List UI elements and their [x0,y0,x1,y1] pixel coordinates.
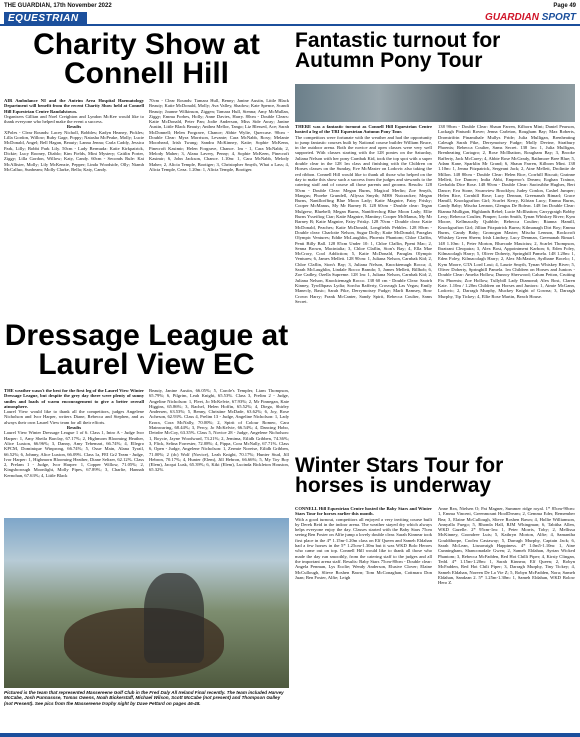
dressage-column-2 [149,388,289,516]
article-photo [295,84,575,122]
fantastic-lead: THERE was a fantastic turnout as Connell Hill Equestrian Centre hosted a leg of the TRI Equestrian Autumn Pony Tour. [295,124,432,135]
logo-guardian: GUARDIAN [485,12,539,23]
dressage-intro: Laurel View would like to thank all the competitors, judges Angelene Nicholson and Ivor Harper, writers Diane, Rebecca and Stephen, and as always their own Laurel View team for all their efforts. [4,409,144,425]
fantastic-column-1 [295,124,432,449]
newspaper-date: THE GUARDIAN, 17th November 2022 [4,3,112,9]
dressage-column-1 [4,388,144,516]
dressage-results-2: Beauty, Janine Austin, 66.05%; 5, Carole's Templer, Liam Thompson, 65.79%; 6, Pilgrim, Leah Knight, 65.53%. Class 3, Prelim 2 - Judge, Angeline Nicholson: 1, Fleet, Jo McKelvie, 67.93%; 2, Mr Finnegan, Kate Higgins, 65.86%; 3, Rachel, Helen Hoffin, 65.52%; 4, Diego, Shirley Andersen, 63.53%; 5, Benny, Christine McDade, 63.62%; 6, Joy, Rose Acheson, 62.93%. Class 4, Prelim 13 - Judge, Angeline Nicholson: 1, Lady Ezora, Cora McNally, 70.00%; 2, Spirit of Colour Romeo, Cara Mainwaring, 68.44%; 3, Percy, Jo McKelvie, 66.54%; 4, Dancing Hobo, Deirdre McCoy, 63.35%. Class 5, Novice 28 - Judge, Angelene Nicholson: 1, Boycie, Jayne Woodward, 73.21%; 2, Jemima, Eilidh Gribben, 74.36%; 3, Flick, Selina Forrester, 72.08%; 4, Pippa, Cora McNally, 67.71%. Class 6, Open - Judge, Angelene Nicholson: 1, Zermie Noreise, Eilidh Gribben, 71.00%; 2 (dc) Wolf (Novice), Leah Knight, 70.17%; Hunter Stud, Jill Hebron, 70.17%; 4, Hunter (Elem), Jill Hebron, 66.66%; 5, My Toy Boy (Elem), Jacqui Lusk, 65.39%; 6, Kiki (Elem), Lucinda Bickleton Houston, 65.32%. [149,388,289,473]
photo-caption: Pictured is the team that represented Massereene Golf Club in the Fred Daly All Ireland Final recently. The team included Harvey McCabe, Josh Punnassse, Tomas Owens, Noah Bickerstaff, Michael Wilson, Scott McCabe (not present) and Thompson Galley (not Present). See pics from the Massereene trophy night by Dave Pettard on pages 46-48. [4,690,284,706]
dressage-headline: Dressage League at Laurel View EC [4,319,289,381]
charity-headline: Charity Show at Connell Hill [33,28,260,90]
page-header [4,2,576,12]
charity-column-2 [149,98,289,320]
winter-column-1 [295,506,432,731]
winter-lead: CONNELL Hill Equestrian Centre hosted the Baby Stars and Winter Stars Tour for horses earlier this month. [295,506,432,517]
logo-sport: SPORT [541,12,576,23]
dressage-results-heading: Results [66,425,82,431]
winter-body: With a good turnout, competitors all enjoyed a very inviting course built by Derek Reid in the indoor arena. The weather stayed dry which always helps everyone enjoy the day. Classes started with the Baby Stars 75cm seeing Ben Foster on Alfie jump a lovely double clear. Sarah Kinnear took first place in the 4* 1.15m-1.20m class on Elf Queen and Sameh Eldahan had a few horses in the 5* 1.25cm-1.30m but it was WKD Bolo Heroes who came out on top. Connell Hill would like to thank all those who made the day run smoothly, from the catering staff to the judges and all the important arena staff. Results: Baby Stars 75cm-80cm - Double clear: Angela Penman, Lys Ecolie; Wendy Anderson, Elusive Clover; Elaine McCullough, Slieve Roshen Bawn; Tom McConaghan, Cottmara Don Juan; Ben Foster, Alfie; Leigh [295,516,432,580]
charity-lead: AIR Ambulance NI and the Antrim Area Hospital Haematology Department will benefit from the recent Charity Show held at Connell Hill Equestrian Centre Randalstown. [4,98,144,114]
winter-results: Anne Rea, Nielsen O; Pat Magner, Summer ridge royal. 1* 85cm-90cm: 1, Emma Vincent, Greenmount HoolDream; 2, Gemma Eder, Remember Bea; 3, Elaine McCullough, Slieve Roshen Bawn; 4, Hollie Williamson, Annyalla Fuego; 5, Rhonda Hall, RJM Whingman; 6, Tabitha Allen, WKD Gazelle. 2* 95cm-1m: 1, Peter Morris, Toby; 2, Mellissa McKinney, Goondree Luis; 5, Kathryn Morton, Alfie; 4, Samantha Gouldthorpe, Coolea Castaway; 5, Darragh Murphy, Captain Jack; 6, Sarah McLean, Lisnavaigh Happiness. 4* 1.0m5-1.10m: 1, Aine Cunningham, Shanconadale Gwen; 2, Sameh Eldahan, Ayrtan Wicked Phantom; 3, Rebecca McFadden, Red Hot Chilli Piper; 4, Kirsty Clingan, Tedd. 4* 1.15m-1.20m: 1, Sarah Kinnear, Elf Queen; 2, Robyn McFadden, Red Hot Chili Piper; 3, Darragh Murphy, Tiny Tickey; 4, Sameh Eldahan, Noreen De La Vie Z; 5, Robyn McFadden, Nora; Sameh Eldahan, Sandzan 2. 5* 1.25m-1.30m: 1, Sameh Eldahan, WKD Bolow Hero Z. [438,506,575,586]
charity-results-2: 70cm - Clear Rounds: Tamara Hull, Benny; Janine Austin, Little Black Beauty; Katie McDonald, Molly; Ava Valley, Shadow; Kate Spence, Scandi Beauty; Joanne Wilkinson, Ziggen; Tamara Hull, Sienna; Amy McMullan, Ziggy; Emma Forbes, Holly; Anne Davies, Harry. 80cm - Double Clears: Katie McDonald, Peter Pan; Jodie Anderson, Miss Side Away; Janine Austin, Little Black Beauty; Anthea Mellor, Tango; Liz Blessed, Ace; Sarah McDonnell; Helen Forgrave, Chance; Abbie Wylie, Quercase. 90cm - Double Clear: Myra Morrison, Levante; Cara McNabb, Roxy; Melanie Moorhead, Irish Twang; Sandra McKinney, Katie; Sophie McKenn, Pinecroft Kasimir; Helen Forgrave, Chance. 1m - 1, Cara McNabb; 2, Melody Maher; 3, Alana Lavery, Penny; 4, Sophie McKeen, Pinecroft Kasimir; 6, John Jackson, Chance. 1.10m: 1, Cara McNabb, Melody Maher; 2, Alicia Temple, Bootiger; 3, Christopher Smyth, What a Lass; 4, Alicia Temple, Ceza. 1.20m: 1, Alicia Temple, Bootiger. [149,98,289,172]
guardian-sport-logo [485,12,576,24]
winter-column-2 [438,506,575,731]
section-label: EQUESTRIAN [4,12,87,24]
page-number: Page 49 [553,3,576,9]
dressage-results-1: Laurel View Winter Dressage League 1 of 6. Class 1, Intro A - Judge Ivor Harper: 1, Amy Sheila Barclay, 67.17%; 2, Highmorn Blooming Heather, Alice Luxton, 66.96%; 3, Danny, Amy Tebemari, 66.74%; 4, Ellegro KPCM, Dominique Winprong, 66.74%; 5, Osue Main, Alana Tyrail, 66.52%; 6, Johnny, Alice Luxton, 66.09%. Class 1a, FEI Gr2 Team - Judge, Ivor Harper: 1, Highmorn Blooming Heather, Diane Seltzer, 62.12%. Class 2, Prelam 1 - Judge, Ivor Harper: 1, Copper Willow, 71.05%; 2, Kingsborough Moonlight, Molly Pipes, 67.89%; 3, Charlie, Hannah Kernohan, 67.63%; 4, Little Black [4,430,144,478]
charity-results-heading: Results [66,124,82,130]
fantastic-column-2 [438,124,575,449]
photo-figure-2 [144,573,204,663]
winter-headline: Winter Stars Tour for horses is underway [295,454,504,497]
section-bar [0,12,580,26]
charity-results-1: XPoles - Clear Rounds: Lacey Nicholl, Bobbles; Kadyn Heaney, Pickles; Lilla Gordon, Willow; Ruby Gage, Poppy; Natasha McPeake, Molly; Lucie McDonald, Angel; Bell Hagan, Beauty; Lanna Jenna; Carla Caddy, Jessica Park, Lilly; Bobbi Park Lily. 50cm - Lady Bermuda: Katie Kirkpatrick, Dickie; Lucy Rooney, Diablo; Kim Fields, Mini Mystery; Caitlin Porter, Ziggy; Lilla Gordon, Willow; Katy, Candy. 60cm - Seconds Rule: Kai McAllister, Molly; Lily McKenzie, Pepper; Linda Woodside, Olly; Niamh McCalluo, Sunbeam; Molly Clarke, Bella; Katy, Candy. [4,129,144,172]
charity-column-1 [4,98,144,320]
fantastic-body: The competitors were fortunate with the weather and had the opportunity to jump fantastic courses built by National course builder William Bruce, in the outdoor arena. Both the novice and open classes were very well supported. With classes starting with the 128 ponies on the Saturday, Juliana Nelson with her pony Carnbak Kid, took the top spot with a super double clear in the 128 1m class and finishing with the Children on Horses classes on the Sunday, Eve McMaster on Lodovic also taking the red ribbon. Connell Hill would like to thank all those who helped on the day to make this show such a success from the judges and stewards to the catering staff and of course all those parents and grooms. Results: 128 50cm - Double Clear: Megan Burns, Magical Merlin; Zoe Smyth, Mangus; Phoebe Grundell, Allyssa Smyth; MHS Nutcracker; Megan Burns, Nantllorffing Blue Moon Lady; Katie Magnire, Fairy Frisky; Cooper McManus, My Mr Barney B. 128 60cm - Double clear: Tegan Mulgrew, Bluebell; Megan Burns, Nantffrechog Blue Moon Lady; Ellie Burns Ysseifiog Ctar; Katie Magnire, Mantiny; Cooper McManus, My Mr Barney B; Katie Magnire, Fairy Frisky. 128 70cm - Double clear: Katie McDonald, Peaches; Katie McDonald, Longfields Pebbles. 128 80cm - Double clear: Charlotte Nelson, Sugar Dolly; Katie McDonald, Paraglas Olympic Ventures; Eddie McLaughlin, Phoenix Phantom; Chloe Claffin, Penti Billy Ball. 128 85cm Under 10: 1, Chloe Claflin, Ppeni Mac; 2, Senna Brown, Macintalia; 3, Chloe Claflin, Sion's Bay; 4, Ella Mae McCrory, Cool Addiction; 5, Katie McDonald, Paraglas Olympic Ventures; 6, James Mellett. 128 90cm: 1, Juliana Nelson, Carnbak Kid; 2, Chloe Claflin, Sion's Bay; 3, Juliana Nelson, Knocktemagh Rocca; 4, Sarah McLaughlin, Lindale Rocco Brando; 5, James Mellett, Billbob; 6, Zoe Cadley, Ozella Supreme. 128 1m: 1, Juliana Nelson, Carnbak Kid; 2, Juliana Nelson, Knocktemagh Rocco. 138 60 cm - Double Clear: Saoirh Kinney, Tywllbpass Lydia; Sorcha Rafferty, Crosvagh Las Vegas; Emily Manecly, Basic; Sarah Pike, Derrymoisey Fudge; Marli Ramsey, Bow Crown Harry; Frank McCanter, Sandy Spirit, Rebecca Coulter, Sams Secret. [295,134,432,304]
fantastic-results: 138 90cm - Double Clear: Shaun Farren, Kilborn Mint; Daniel Pearson, Lackagh Pinturdi Rover; Jenna Carleton, Rougham Bay; Max Roberts, Dromtrifrin Pinamihale Mullys Pride; Julia Mulligan, Brenheating Caleugh Sarah Pike, Derrymoisey Fudge; Molly Devine, Stratbury Phoenix; Rebecca Coulter, Sams Secret. 138 1m: 1, Julia Mulligan, Brenheating Cariagro; 2, Rose McIlhatton, Rougham Bay; 3, Brooke Rafferty, Jack McCarey; 4, Abbie Rose McGeady, Rathmore Bree Blue; 5, Adam Kane, Sparklin Mr Grand; 6, Shaun Farren, Kilborn Mint. 138 1.10m: 1, Jenna Fitzpatrick, Sergeant Jack; 2, Aine Mellett, Drolintie de Millon. 148 80cm - Double Clear: Helen Rice, Corrhill Biscuit; Grainne Mellett, Ice Dancer; India Abbi, Emperor's Dream; Eoghan Trainor, Gerbalda Dice Rose. 148 90cm - Double Clear: Saoirsibhe Hughes, Beri Dance; Eva Stone, Swanview Brooklyn; Judey Conlon, Cashel Jumper; Helen Rice, Cornhill Rose; Lucy Dennan, Greenanah Rimarl; Grace Hamill, Knockgrafton Girl; Scarlet Kerry, Kilrian Lucy; Emma Burns, Candy Baby; Mischa Lennon, Glengus De Boleac. 148 1m Double Clear: Rianna Mulligan, Highlands Rebel; Lucie McIlhatton; Carrygraigh Bobby Lexy; Rebecca Coulter, Pimper; Lorin Smith, Tynan Whiskey River; Kym Moore, Kellmacally Quibble; Rebecca Coulter; Rianna Hamill, Knockgrafton Girl; Jillian Fitzpatrick Burns; Kilmanagh Dirt Boy; Emma Burns, Candy Baby; Gronogan Master; Mischa Lennon, Rockcroft Whiskey Green Sheen; Irish Lindsey, Lucy Denman, Greenanah Rimarl. 148 1.10m: 1, Peter Morton, Bluecade Mauicius; 2, Scarlet Thompson, Ibratrani Cleopatra; 3, Alex Bost, Appointment Karbon; 6, Eden Foley, Kilmacolagh Harry; 5, Oliver Doherty, Springhill Pamela. 148 1.20m: 1, Eden Foley, Kilmacolagh Harry; 2, Alex McMaster, Ayrlbane Bocelo; 1, Kym Moore, GTA Lord Loui; 4, Laurie Smyth, Tynan Whiskey River; 5, Oliver Doherty, Springhill Pamela. 1m Children on Horses and Juniors - Double Clear: Amelia Hollow, Dunroy Sherwood; Calum Petton, Cruiting Fix Phoenix; Zoe Hollow, Tullybill Lady Diamond; Alex Bost, Claren Kate. 1.10m / 1.20m Children on Horses and Juniors: 1, Aimie McGann, Lodovic; 2, Darragh Murphy, Muckey Knight of Gowna; 3, Darragh Murphy, Tip Tickey; 4, Ellie Rose Martin, Beach House. [438,124,575,299]
charity-intro: Organisers Gillian and Noel Creighton and Lyndon McKee would like to thank everyone who helped make the event a success. [4,113,144,125]
dressage-lead: THE weather wasn't the best for the first leg of the Laurel View Winter Dressage League, but despite the grey day there were plenty of sunny smiles and loads of warm encouragement to give a better overall atmosphere. [4,388,144,409]
footer-bar [0,733,580,737]
fantastic-headline: Fantastic turnout for Autumn Pony Tour [295,29,501,72]
golf-team-photo [4,518,289,688]
